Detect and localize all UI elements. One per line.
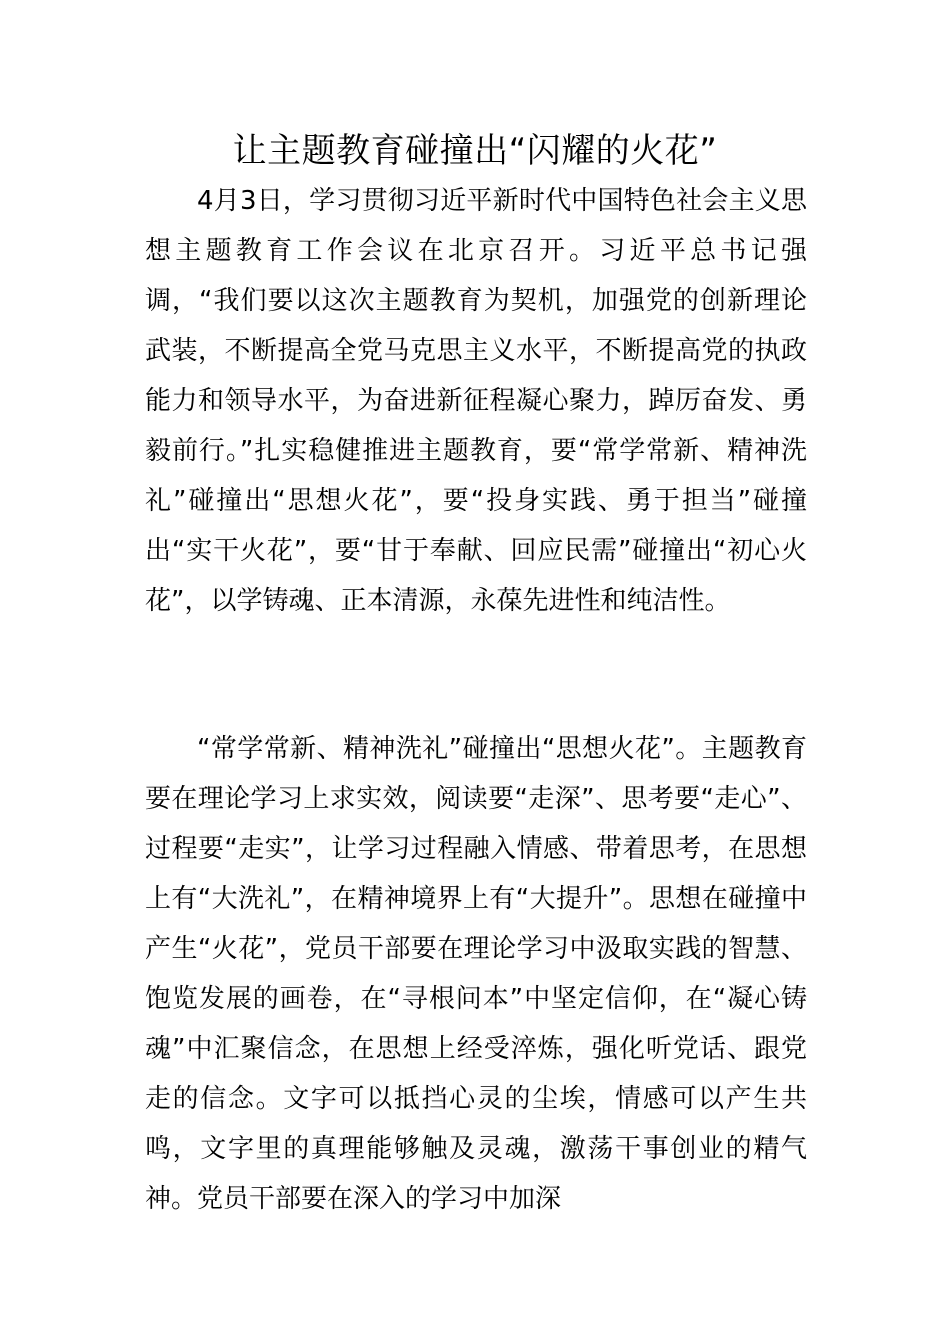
paragraph-2: “常学常新、精神洗礼”碰撞出“思想火花”。主题教育要在理论学习上求实效，阅读要“走深”、思考要“走心”、过程要“走实”，让学习过程融入情感、带着思考，在思想上有“大洗礼”，在精神境界上有“大提升”。思想在碰撞中产生“火花”，党员干部要在理论学习中汲取实践的智慧、饱览发展的画卷，在“寻根问本”中坚定信仰，在“凝心铸魂”中汇聚信念，在思想上经受淬炼，强化听党话、跟党走的信念。文字可以抵挡心灵的尘埃，情感可以产生共鸣，文字里的真理能够触及灵魂，激荡干事创业的精气神。党员干部要在深入的学习中加深 (145, 734, 807, 1214)
document-title: 让主题教育碰撞出“闪耀的火花” (232, 131, 718, 171)
paragraph-1: 4月3日，学习贯彻习近平新时代中国特色社会主义思想主题教育工作会议在北京召开。习近平总书记强调，“我们要以这次主题教育为契机，加强党的创新理论武装，不断提高全党马克思主义水平，不断提高党的执政能力和领导水平，为奋进新征程凝心聚力，踔厉奋发、勇毅前行。”扎实稳健推进主题教育，要“常学常新、精神洗礼”碰撞出“思想火花”，要“投身实践、勇于担当”碰撞出“实干火花”，要“甘于奉献、回应民需”碰撞出“初心火花”，以学铸魂、正本清源，永葆先进性和纯洁性。 (145, 186, 807, 616)
